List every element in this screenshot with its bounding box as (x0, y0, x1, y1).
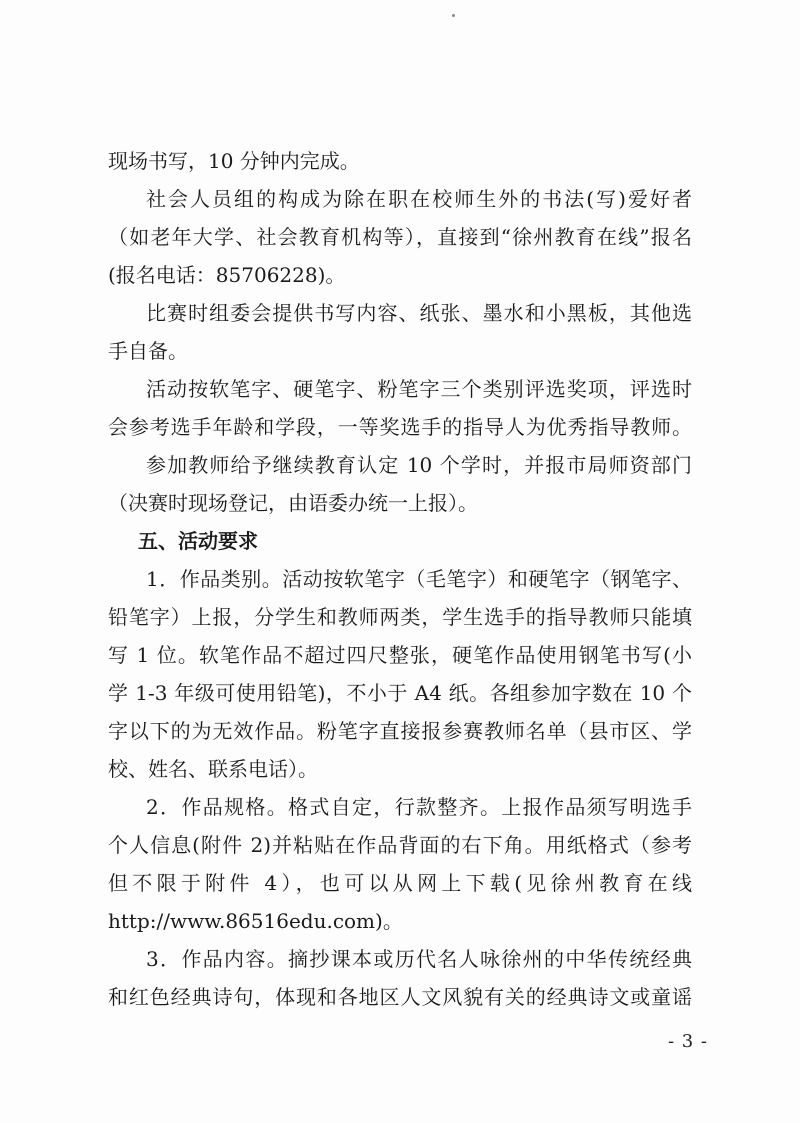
document-body (108, 142, 692, 1016)
text-line: 比赛时组委会提供书写内容、纸张、墨水和小黑板，其他选 (146, 301, 692, 325)
text-line: 社会人员组的构成为除在职在校师生外的书法(写)爱好者 (146, 187, 692, 211)
text-line: （如老年大学、社会教育机构等），直接到“徐州教育在线”报名 (108, 225, 692, 249)
text-line: 铅笔字）上报，分学生和教师两类，学生选手的指导教师只能填 (108, 605, 692, 629)
text-line: 个人信息(附件 2)并粘贴在作品背面的右下角。用纸格式（参考 (108, 833, 692, 857)
text-line: 手自备。 (108, 339, 188, 363)
text-line: http://www.86516edu.com)。 (108, 909, 403, 933)
text-line: (报名电话：85706228)。 (108, 263, 346, 287)
text-line: 参加教师给予继续教育认定 10 个学时，并报市局师资部门 (146, 453, 692, 477)
text-line: 写 1 位。软笔作品不超过四尺整张，硬笔作品使用钢笔书写(小 (108, 643, 692, 667)
text-line: 现场书写，10 分钟内完成。 (108, 149, 360, 173)
text-line: 字以下的为无效作品。粉笔字直接报参赛教师名单（县市区、学 (108, 719, 692, 743)
page-number: - 3 - (667, 1031, 708, 1052)
text-line: （决赛时现场登记，由语委办统一上报）。 (108, 491, 478, 515)
scan-dot (452, 14, 455, 17)
text-line: 和红色经典诗句，体现和各地区人文风貌有关的经典诗文或童谣 (108, 985, 692, 1009)
text-line: 2．作品规格。格式自定，行款整齐。上报作品须写明选手 (146, 795, 692, 819)
text-line: 学 1-3 年级可使用铅笔)，不小于 A4 纸。各组参加字数在 10 个 (108, 681, 692, 705)
text-line: 会参考选手年龄和学段，一等奖选手的指导人为优秀指导教师。 (108, 415, 692, 439)
section-heading: 五、活动要求 (138, 529, 258, 553)
text-line: 3．作品内容。摘抄课本或历代名人咏徐州的中华传统经典 (146, 947, 692, 971)
text-line: 活动按软笔字、硬笔字、粉笔字三个类别评选奖项，评选时 (146, 377, 692, 401)
text-line: 校、姓名、联系电话）。 (108, 757, 318, 781)
text-line: 但不限于附件 4），也可以从网上下载(见徐州教育在线 (108, 871, 692, 895)
text-line: 1．作品类别。活动按软笔字（毛笔字）和硬笔字（钢笔字、 (146, 567, 692, 591)
